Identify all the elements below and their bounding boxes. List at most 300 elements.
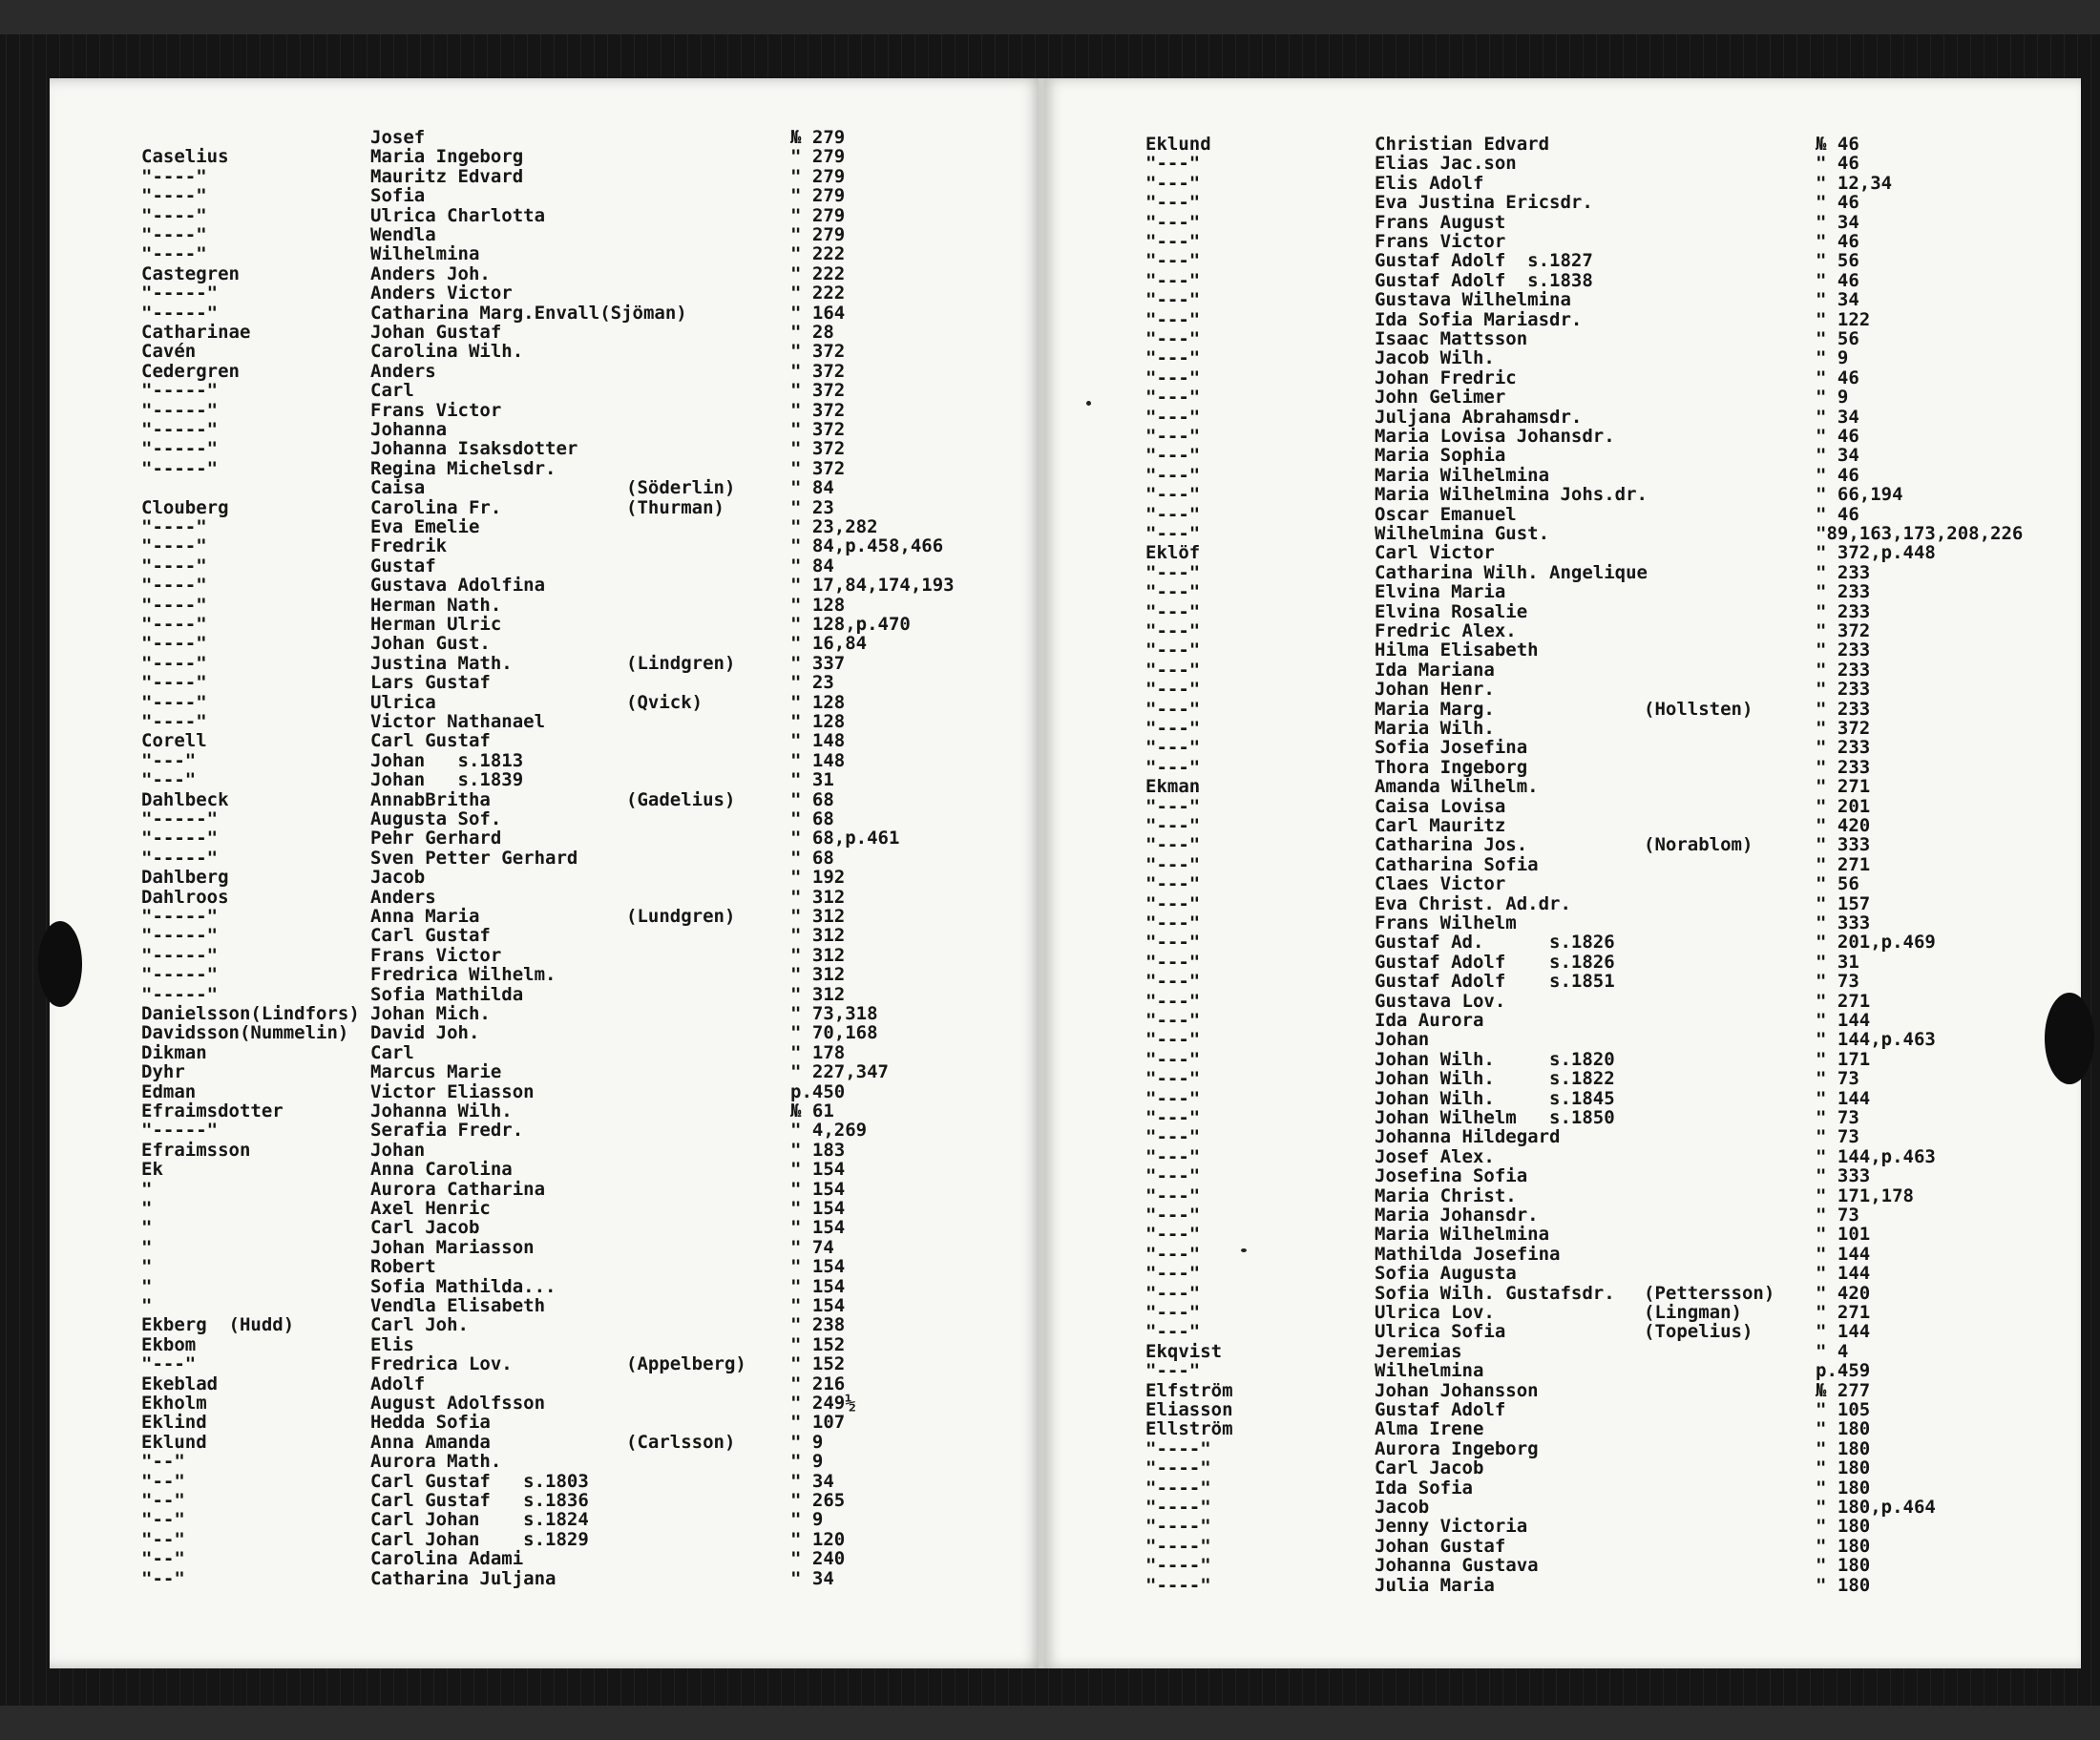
surname-cell: "---" bbox=[1145, 1282, 1201, 1304]
index-entry bbox=[141, 1004, 1029, 1023]
index-entry bbox=[141, 1160, 1029, 1179]
given-name-cell: Johan Gustaf bbox=[370, 322, 502, 343]
given-name-cell: Adolf bbox=[370, 1373, 426, 1394]
index-entry bbox=[1145, 893, 2071, 912]
reference-number: " 73 bbox=[1816, 971, 1859, 993]
reference-number: " 23,282 bbox=[790, 516, 878, 537]
surname-cell: "----" bbox=[141, 204, 207, 226]
given-name-cell: Carl Jacob bbox=[370, 1217, 480, 1239]
surname-cell: Dikman bbox=[141, 1041, 207, 1063]
surname-cell: "---" bbox=[1145, 464, 1201, 486]
reference-number: " 84,p.458,466 bbox=[790, 535, 944, 557]
surname-cell: "-----" bbox=[141, 964, 219, 986]
reference-number: " 192 bbox=[790, 867, 846, 889]
reference-number: " 154 bbox=[790, 1275, 846, 1297]
surname-cell: "---" bbox=[1145, 737, 1201, 759]
reference-number: " 233 bbox=[1816, 561, 1871, 583]
surname-cell: Cavén bbox=[141, 341, 197, 363]
index-entry bbox=[1145, 1419, 2071, 1438]
index-entry bbox=[141, 692, 1029, 711]
given-name-cell: Isaac Mattsson bbox=[1375, 328, 1528, 349]
index-entry bbox=[1145, 601, 2071, 620]
reference-number: " 31 bbox=[790, 769, 834, 791]
reference-number: " 312 bbox=[790, 906, 846, 927]
reference-number: " 312 bbox=[790, 964, 846, 986]
reference-number: " 74 bbox=[790, 1236, 834, 1258]
page-gutter bbox=[1039, 78, 1044, 1668]
index-entry bbox=[141, 381, 1029, 400]
index-entry bbox=[1145, 1497, 2071, 1516]
index-entry bbox=[141, 439, 1029, 458]
reference-number: " 152 bbox=[790, 1333, 846, 1355]
maiden-name-note: (Thurman) bbox=[626, 496, 724, 518]
given-name-cell: Gustava Lov. bbox=[1375, 990, 1506, 1012]
given-name-cell: Axel Henric bbox=[370, 1198, 491, 1219]
index-entry bbox=[1145, 1146, 2071, 1165]
given-name-cell: Anders Joh. bbox=[370, 262, 491, 284]
index-entry bbox=[1145, 758, 2071, 777]
index-entry bbox=[1145, 466, 2071, 485]
given-name-cell: Sofia bbox=[370, 185, 426, 207]
surname-cell: "---" bbox=[1145, 1205, 1201, 1226]
given-name-cell: Ida Sofia bbox=[1375, 1477, 1473, 1499]
reference-number: " 128,p.470 bbox=[790, 614, 911, 635]
index-entry bbox=[141, 147, 1029, 166]
index-entry bbox=[141, 887, 1029, 906]
reference-number: " 9 bbox=[1816, 387, 1849, 409]
index-entry bbox=[1145, 582, 2071, 601]
reference-number: " 46 bbox=[1816, 503, 1859, 525]
reference-number: " 4,269 bbox=[790, 1120, 868, 1142]
surname-cell: "---" bbox=[1145, 1145, 1201, 1167]
surname-cell: "-----" bbox=[141, 847, 219, 869]
surname-cell: "----" bbox=[1145, 1535, 1211, 1557]
given-name-cell: Carolina Fr. bbox=[370, 496, 502, 518]
index-entry bbox=[141, 206, 1029, 225]
given-name-cell: Gustaf Adolf s.1826 bbox=[1375, 951, 1615, 973]
surname-cell: "----" bbox=[141, 165, 207, 187]
index-entry bbox=[141, 536, 1029, 556]
given-name-cell: Johan Wilh. s.1820 bbox=[1375, 1048, 1615, 1070]
given-name-cell: Serafia Fredr. bbox=[370, 1120, 524, 1142]
reference-number: " 372 bbox=[790, 438, 846, 460]
surname-cell: "-----" bbox=[141, 906, 219, 927]
reference-number: " 128 bbox=[790, 711, 846, 732]
given-name-cell: Carl Johan s.1829 bbox=[370, 1528, 589, 1550]
reference-number: " 152 bbox=[790, 1353, 846, 1375]
reference-number: " 144,p.463 bbox=[1816, 1145, 1936, 1167]
reference-number: " 372,p.448 bbox=[1816, 542, 1936, 564]
surname-cell: Clouberg bbox=[141, 496, 229, 518]
given-name-cell: Sofia Josefina bbox=[1375, 737, 1528, 759]
given-name-cell: Hedda Sofia bbox=[370, 1412, 491, 1434]
reference-number: p.459 bbox=[1816, 1360, 1871, 1382]
surname-cell: "-----" bbox=[141, 828, 219, 849]
given-name-cell: Wilhelmina bbox=[1375, 1360, 1484, 1382]
given-name-cell: Josef Alex. bbox=[1375, 1145, 1495, 1167]
index-entry bbox=[141, 654, 1029, 673]
surname-cell: "---" bbox=[1145, 1126, 1201, 1148]
surname-cell: Ekholm bbox=[141, 1393, 207, 1414]
given-name-cell: Amanda Wilhelm. bbox=[1375, 776, 1539, 798]
reference-number: " 68,p.461 bbox=[790, 828, 900, 849]
index-entry bbox=[141, 576, 1029, 595]
reference-number: " 372 bbox=[790, 360, 846, 382]
index-entry bbox=[141, 264, 1029, 283]
index-entry bbox=[141, 1549, 1029, 1568]
reference-number: " 73 bbox=[1816, 1126, 1859, 1148]
reference-number: " 271 bbox=[1816, 990, 1871, 1012]
reference-number: " 372 bbox=[790, 457, 846, 479]
index-entry bbox=[1145, 232, 2071, 251]
given-name-cell: Herman Nath. bbox=[370, 594, 502, 616]
index-entry bbox=[1145, 427, 2071, 446]
reference-number: " 279 bbox=[790, 224, 846, 245]
given-name-cell: Maria Wilh. bbox=[1375, 718, 1495, 739]
surname-cell: "---" bbox=[1145, 815, 1201, 836]
index-entry bbox=[141, 1295, 1029, 1314]
surname-cell: "---" bbox=[1145, 387, 1201, 409]
reference-number: " 171,178 bbox=[1816, 1184, 1914, 1206]
given-name-cell: Johan Wilh. s.1845 bbox=[1375, 1087, 1615, 1109]
index-entry bbox=[1145, 348, 2071, 367]
given-name-cell: Ida Sofia Mariasdr. bbox=[1375, 308, 1583, 330]
surname-cell: Ekman bbox=[1145, 776, 1201, 798]
surname-cell: "----" bbox=[141, 614, 207, 635]
index-entry bbox=[1145, 1556, 2071, 1575]
reference-number: " 154 bbox=[790, 1178, 846, 1200]
given-name-cell: Gustaf Adolf bbox=[1375, 1399, 1506, 1420]
index-entry bbox=[141, 615, 1029, 634]
given-name-cell: Catharina Wilh. Angelique bbox=[1375, 561, 1648, 583]
given-name-cell: Johan s.1813 bbox=[370, 749, 524, 771]
index-entry bbox=[1145, 1302, 2071, 1321]
given-name-cell: Wilhelmina bbox=[370, 243, 480, 265]
reference-number: " 154 bbox=[790, 1217, 846, 1239]
surname-cell: "--" bbox=[141, 1548, 185, 1570]
given-name-cell: Johan Gustaf bbox=[1375, 1535, 1506, 1557]
reference-number: " 4 bbox=[1816, 1340, 1849, 1362]
reference-number: " 120 bbox=[790, 1528, 846, 1550]
index-entry bbox=[1145, 290, 2071, 309]
surname-cell: "---" bbox=[1145, 289, 1201, 311]
given-name-cell: Elias Jac.son bbox=[1375, 153, 1517, 175]
reference-number: " 279 bbox=[790, 146, 846, 168]
reference-number: " 271 bbox=[1816, 1302, 1871, 1323]
reference-number: " 333 bbox=[1816, 912, 1871, 933]
index-entry bbox=[141, 789, 1029, 808]
given-name-cell: Jacob bbox=[1375, 1497, 1430, 1518]
index-entry bbox=[141, 323, 1029, 342]
index-entry bbox=[1145, 193, 2071, 212]
index-entry bbox=[141, 400, 1029, 419]
surname-cell: Eklind bbox=[141, 1412, 207, 1434]
reference-number: " 17,84,174,193 bbox=[790, 575, 955, 597]
reference-number: " 420 bbox=[1816, 1282, 1871, 1304]
index-entry bbox=[1145, 699, 2071, 718]
given-name-cell: Carl bbox=[370, 1041, 414, 1063]
given-name-cell: Sofia Mathilda bbox=[370, 983, 524, 1005]
given-name-cell: Justina Math. bbox=[370, 652, 513, 674]
index-entry bbox=[1145, 1185, 2071, 1205]
index-entry bbox=[1145, 913, 2071, 933]
reference-number: " 180 bbox=[1816, 1535, 1871, 1557]
index-entry bbox=[1145, 1030, 2071, 1049]
reference-number: " 73,318 bbox=[790, 1003, 878, 1024]
index-entry bbox=[141, 283, 1029, 303]
index-entry bbox=[1145, 1380, 2071, 1399]
given-name-cell: Vendla Elisabeth bbox=[370, 1295, 546, 1316]
index-entry bbox=[1145, 446, 2071, 465]
reference-number: " 68 bbox=[790, 847, 834, 869]
given-name-cell: Johan Gust. bbox=[370, 633, 491, 655]
reference-number: " 144 bbox=[1816, 1263, 1871, 1285]
surname-cell: "---" bbox=[1145, 971, 1201, 993]
surname-cell: "----" bbox=[141, 243, 207, 265]
maiden-name-note: (Lingman) bbox=[1644, 1302, 1742, 1323]
surname-cell: Danielsson(Lindfors) bbox=[141, 1003, 360, 1024]
index-entry bbox=[1145, 563, 2071, 582]
given-name-cell: Mathilda Josefina bbox=[1375, 1243, 1561, 1265]
surname-cell: Ek bbox=[141, 1159, 163, 1181]
surname-cell: Ekeblad bbox=[141, 1373, 219, 1394]
index-entry bbox=[141, 1452, 1029, 1471]
index-entry bbox=[1145, 680, 2071, 699]
given-name-cell: Maria Wilhelmina bbox=[1375, 1224, 1550, 1246]
given-name-cell: Thora Ingeborg bbox=[1375, 756, 1528, 778]
surname-cell: Catharinae bbox=[141, 322, 251, 343]
given-name-cell: Ulrica bbox=[370, 691, 436, 713]
reference-number: p.450 bbox=[790, 1080, 846, 1102]
index-entry bbox=[1145, 1011, 2071, 1030]
reference-number: " 56 bbox=[1816, 328, 1859, 349]
reference-number: " 216 bbox=[790, 1373, 846, 1394]
index-entry bbox=[1145, 991, 2071, 1010]
surname-cell: "---" bbox=[141, 749, 197, 771]
reference-number: " 227,347 bbox=[790, 1061, 889, 1083]
surname-cell: "----" bbox=[1145, 1497, 1211, 1518]
surname-cell: "---" bbox=[1145, 406, 1201, 428]
given-name-cell: Carl Jacob bbox=[1375, 1457, 1484, 1479]
surname-cell: Ekqvist bbox=[1145, 1340, 1223, 1362]
surname-cell: Efraimsson bbox=[141, 1139, 251, 1161]
reference-number: " 233 bbox=[1816, 659, 1871, 681]
given-name-cell: Johanna Isaksdotter bbox=[370, 438, 578, 460]
reference-number: " 105 bbox=[1816, 1399, 1871, 1420]
index-entry bbox=[1145, 719, 2071, 738]
reference-number: № 46 bbox=[1816, 134, 1859, 155]
given-name-cell: Carl Mauritz bbox=[1375, 815, 1506, 836]
surname-cell: "---" bbox=[141, 1353, 197, 1375]
reference-number: " 178 bbox=[790, 1041, 846, 1063]
given-name-cell: Maria Wilhelmina bbox=[1375, 464, 1550, 486]
given-name-cell: Carl Gustaf s.1803 bbox=[370, 1470, 589, 1492]
index-entry bbox=[1145, 524, 2071, 543]
surname-cell: "---" bbox=[1145, 1302, 1201, 1323]
reference-number: " 128 bbox=[790, 594, 846, 616]
index-entry bbox=[141, 965, 1029, 984]
surname-cell: "----" bbox=[141, 652, 207, 674]
index-entry bbox=[141, 459, 1029, 478]
reference-number: " 28 bbox=[790, 322, 834, 343]
surname-cell: "----" bbox=[1145, 1574, 1211, 1596]
reference-number: " 420 bbox=[1816, 815, 1871, 836]
reference-number: " 154 bbox=[790, 1295, 846, 1316]
surname-cell: "---" bbox=[1145, 951, 1201, 973]
index-entry bbox=[1145, 738, 2071, 757]
given-name-cell: Johan Mich. bbox=[370, 1003, 491, 1024]
surname-cell: "---" bbox=[1145, 250, 1201, 272]
given-name-cell: Claes Victor bbox=[1375, 873, 1506, 895]
surname-cell: Ekbom bbox=[141, 1333, 197, 1355]
maiden-name-note: (Topelius) bbox=[1644, 1321, 1754, 1343]
index-entry bbox=[141, 342, 1029, 361]
index-entry bbox=[141, 1081, 1029, 1101]
surname-cell: "---" bbox=[1145, 503, 1201, 525]
reference-number: " 144 bbox=[1816, 1321, 1871, 1343]
index-entry bbox=[1145, 1127, 2071, 1146]
index-entry bbox=[1145, 621, 2071, 640]
left-index-list bbox=[141, 128, 1029, 1617]
index-entry bbox=[141, 1354, 1029, 1373]
surname-cell: "---" bbox=[1145, 892, 1201, 914]
reference-number: " 144,p.463 bbox=[1816, 1029, 1936, 1051]
surname-cell: "---" bbox=[1145, 1107, 1201, 1128]
given-name-cell: Ulrica Charlotta bbox=[370, 204, 546, 226]
reference-number: " 9 bbox=[790, 1509, 824, 1531]
index-entry bbox=[1145, 1244, 2071, 1263]
surname-cell: "---" bbox=[1145, 834, 1201, 856]
given-name-cell: Mauritz Edvard bbox=[370, 165, 524, 187]
reference-number: " 240 bbox=[790, 1548, 846, 1570]
index-entry bbox=[141, 1257, 1029, 1276]
surname-cell: "---" bbox=[1145, 153, 1201, 175]
given-name-cell: John Gelimer bbox=[1375, 387, 1506, 409]
index-entry bbox=[1145, 1341, 2071, 1360]
index-entry bbox=[141, 848, 1029, 867]
given-name-cell: Aurora Ingeborg bbox=[1375, 1437, 1539, 1459]
reference-number: " 312 bbox=[790, 925, 846, 947]
reference-number: " 233 bbox=[1816, 600, 1871, 622]
reference-number: " 233 bbox=[1816, 737, 1871, 759]
maiden-name-note: (Norablom) bbox=[1644, 834, 1754, 856]
given-name-cell: David Joh. bbox=[370, 1022, 480, 1044]
reference-number: " 279 bbox=[790, 204, 846, 226]
surname-cell: "----" bbox=[141, 535, 207, 557]
reference-number: " 233 bbox=[1816, 639, 1871, 661]
index-entry bbox=[141, 1373, 1029, 1393]
given-name-cell: Johan bbox=[1375, 1029, 1430, 1051]
surname-cell: "---" bbox=[1145, 1010, 1201, 1031]
given-name-cell: Caisa bbox=[370, 477, 426, 499]
surname-cell: " bbox=[141, 1198, 153, 1219]
maiden-name-note: (Lindgren) bbox=[626, 652, 736, 674]
reference-number: " 34 bbox=[1816, 406, 1859, 428]
reference-number: " 73 bbox=[1816, 1068, 1859, 1090]
index-entry bbox=[1145, 174, 2071, 193]
index-entry bbox=[141, 1140, 1029, 1159]
index-entry bbox=[1145, 1361, 2071, 1380]
surname-cell: " bbox=[141, 1295, 153, 1316]
surname-cell: "---" bbox=[1145, 795, 1201, 817]
maiden-name-note: (Appelberg) bbox=[626, 1353, 746, 1375]
given-name-cell: Gustava Adolfina bbox=[370, 575, 546, 597]
surname-cell: "---" bbox=[1145, 308, 1201, 330]
maiden-name-note: (Gadelius) bbox=[626, 788, 736, 810]
surname-cell: "----" bbox=[141, 594, 207, 616]
reference-number: " 180 bbox=[1816, 1477, 1871, 1499]
index-entry bbox=[1145, 640, 2071, 660]
index-entry bbox=[141, 1529, 1029, 1548]
reference-number: " 107 bbox=[790, 1412, 846, 1434]
surname-cell: "---" bbox=[1145, 561, 1201, 583]
index-entry bbox=[141, 1413, 1029, 1432]
index-entry bbox=[1145, 972, 2071, 991]
index-entry bbox=[141, 225, 1029, 244]
given-name-cell: Victor Nathanael bbox=[370, 711, 546, 732]
given-name-cell: Anna Carolina bbox=[370, 1159, 513, 1181]
reference-number: " 180,p.464 bbox=[1816, 1497, 1936, 1518]
index-entry bbox=[141, 497, 1029, 516]
surname-cell: Corell bbox=[141, 730, 207, 752]
surname-cell: "-----" bbox=[141, 380, 219, 402]
index-entry bbox=[1145, 1166, 2071, 1185]
surname-cell: "---" bbox=[1145, 192, 1201, 214]
index-entry bbox=[141, 244, 1029, 263]
index-entry bbox=[1145, 1438, 2071, 1457]
reference-number: " 180 bbox=[1816, 1437, 1871, 1459]
index-entry bbox=[1145, 1399, 2071, 1418]
given-name-cell: Julia Maria bbox=[1375, 1574, 1495, 1596]
surname-cell: "---" bbox=[1145, 620, 1201, 641]
surname-cell: "-----" bbox=[141, 419, 219, 440]
surname-cell: "-----" bbox=[141, 925, 219, 947]
index-entry bbox=[141, 1237, 1029, 1256]
reference-number: " 9 bbox=[790, 1431, 824, 1453]
given-name-cell: Hilma Elisabeth bbox=[1375, 639, 1539, 661]
reference-number: " 84 bbox=[790, 477, 834, 499]
given-name-cell: Gustaf Ad. s.1826 bbox=[1375, 932, 1615, 954]
reference-number: " 23 bbox=[790, 672, 834, 694]
index-entry bbox=[1145, 135, 2071, 154]
surname-cell: "----" bbox=[141, 575, 207, 597]
film-top-edge bbox=[0, 0, 2100, 34]
surname-cell: "--" bbox=[141, 1528, 185, 1550]
reference-number: " 9 bbox=[790, 1451, 824, 1473]
index-entry bbox=[141, 1568, 1029, 1587]
reference-number: " 333 bbox=[1816, 834, 1871, 856]
index-entry bbox=[141, 1062, 1029, 1081]
index-entry bbox=[1145, 271, 2071, 290]
given-name-cell: Oscar Emanuel bbox=[1375, 503, 1517, 525]
index-entry bbox=[1145, 796, 2071, 815]
index-entry bbox=[1145, 1088, 2071, 1107]
index-entry bbox=[1145, 1049, 2071, 1068]
index-entry bbox=[1145, 388, 2071, 407]
index-entry bbox=[141, 595, 1029, 614]
given-name-cell: Catharina Sofia bbox=[1375, 853, 1539, 875]
reference-number: " 180 bbox=[1816, 1555, 1871, 1577]
reference-number: " 372 bbox=[1816, 620, 1871, 641]
given-name-cell: Anders bbox=[370, 886, 436, 908]
reference-number: " 46 bbox=[1816, 269, 1859, 291]
reference-number: " 46 bbox=[1816, 464, 1859, 486]
given-name-cell: Fredrica Wilhelm. bbox=[370, 964, 556, 986]
reference-number: " 279 bbox=[790, 165, 846, 187]
surname-cell: "----" bbox=[141, 516, 207, 537]
surname-cell: "---" bbox=[1145, 1243, 1201, 1265]
given-name-cell: Victor Eliasson bbox=[370, 1080, 535, 1102]
